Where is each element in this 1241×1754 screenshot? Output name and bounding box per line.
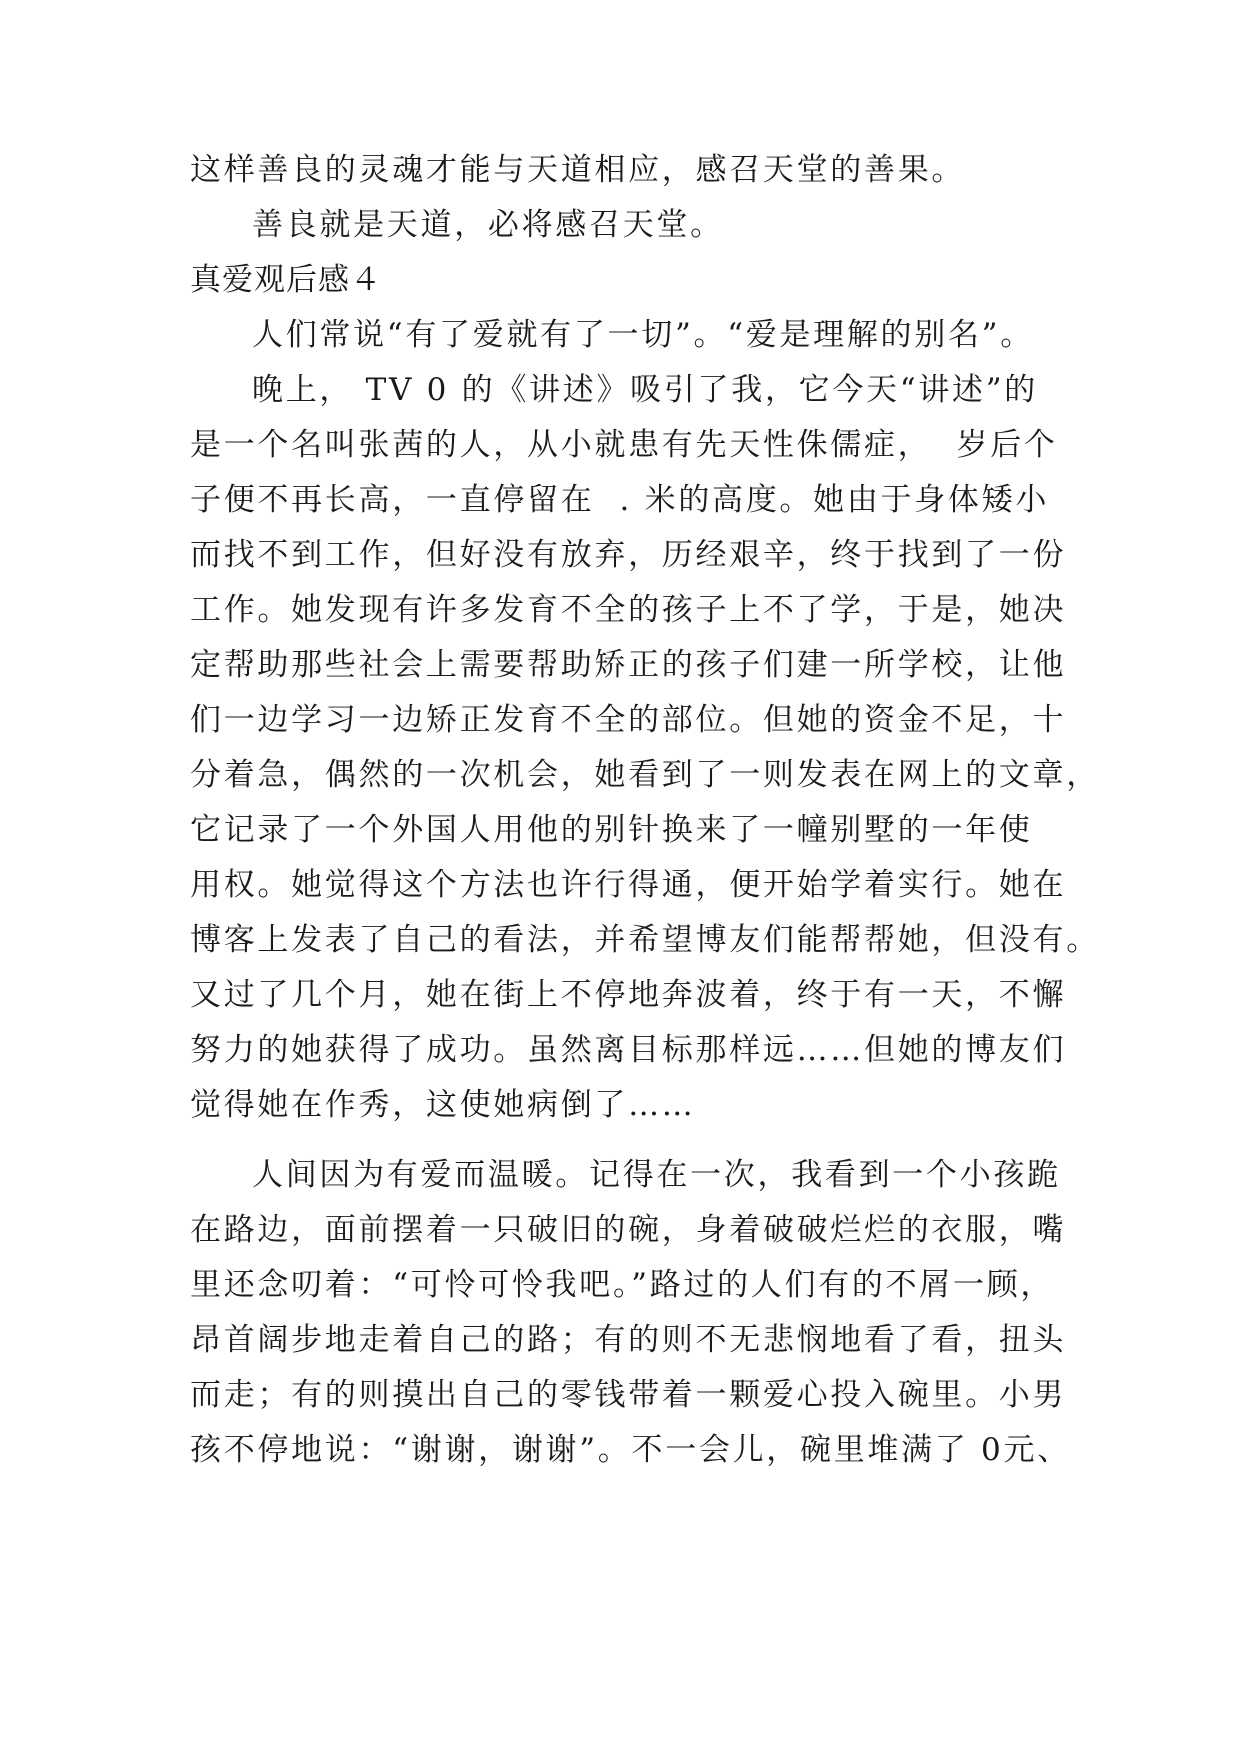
paragraph-line: 分着急，偶然的一次机会，她看到了一则发表在网上的文章， — [190, 757, 1100, 793]
paragraph-line: 定帮助那些社会上需要帮助矫正的孩子们建一所学校，让他 — [190, 647, 1067, 683]
paragraph-line: 努力的她获得了成功。虽然离目标那样远……但她的博友们 — [190, 1032, 1067, 1068]
paragraph-line: 晚上， TV 0 的《讲述》吸引了我，它今天“讲述”的 — [252, 372, 1038, 408]
paragraph-line: 是一个名叫张茜的人，从小就患有先天性侏儒症， 岁后个 — [190, 427, 1058, 463]
paragraph-line: 人们常说“有了爱就有了一切”。“爱是理解的别名”。 — [252, 317, 1034, 353]
section-heading: 真爱观后感４ — [190, 262, 382, 298]
paragraph-line: 而走；有的则摸出自己的零钱带着一颗爱心投入碗里。小男 — [190, 1377, 1067, 1413]
paragraph-line: 它记录了一个外国人用他的别针换来了一幢别墅的一年使 — [190, 812, 1033, 848]
paragraph-line: 用权。她觉得这个方法也许行得通，便开始学着实行。她在 — [190, 867, 1067, 903]
paragraph-line: 人间因为有爱而温暖。记得在一次，我看到一个小孩跪 — [252, 1157, 1061, 1193]
paragraph-line: 又过了几个月，她在街上不停地奔波着，终于有一天，不懈 — [190, 977, 1067, 1013]
paragraph-line: 们一边学习一边矫正发育不全的部位。但她的资金不足，十 — [190, 702, 1067, 738]
paragraph-line: 孩不停地说：“谢谢，谢谢”。不一会儿，碗里堆满了 0元、 — [190, 1432, 1071, 1468]
paragraph-line: 在路边，面前摆着一只破旧的碗，身着破破烂烂的衣服，嘴 — [190, 1212, 1067, 1248]
paragraph-line: 子便不再长高，一直停留在 . 米的高度。她由于身体矮小 — [190, 482, 1050, 518]
paragraph-line: 这样善良的灵魂才能与天道相应，感召天堂的善果。 — [190, 152, 966, 188]
paragraph-line: 觉得她在作秀，这使她病倒了…… — [190, 1087, 696, 1123]
paragraph-line: 工作。她发现有许多发育不全的孩子上不了学，于是，她决 — [190, 592, 1067, 628]
paragraph-line: 里还念叨着：“可怜可怜我吧。”路过的人们有的不屑一顾， — [190, 1267, 1055, 1303]
paragraph-line: 博客上发表了自己的看法，并希望博友们能帮帮她，但没有。 — [190, 922, 1100, 958]
paragraph-line: 善良就是天道，必将感召天堂。 — [252, 207, 724, 243]
paragraph-line: 而找不到工作，但好没有放弃，历经艰辛，终于找到了一份 — [190, 537, 1067, 573]
paragraph-line: 昂首阔步地走着自己的路；有的则不无悲悯地看了看，扭头 — [190, 1322, 1067, 1358]
